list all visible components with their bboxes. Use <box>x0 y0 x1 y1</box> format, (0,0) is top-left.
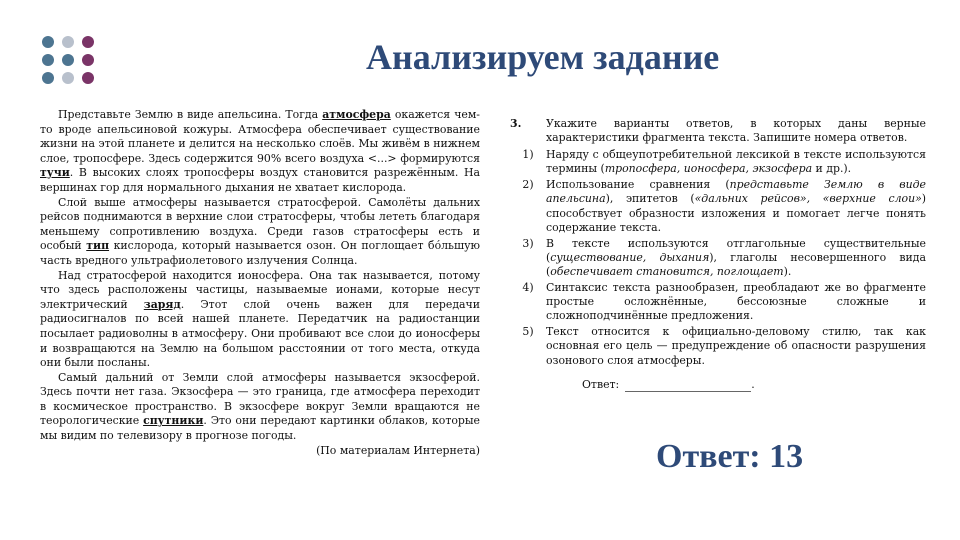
dot-blue-icon <box>42 36 54 48</box>
option-number: 1) <box>522 148 534 162</box>
option-text: Использование сравнения (представьте Землю в виде апельсина), эпитетов («дальних рейсов», «верхние слои») способствует образности изложения и помогает легче понять содержание текста. <box>546 178 927 234</box>
decorative-dots <box>42 36 98 88</box>
answer-line <box>510 378 926 392</box>
task-block <box>510 117 926 392</box>
underlined-word: спутники <box>143 414 204 428</box>
dot-blue-icon <box>42 72 54 84</box>
dot-blue-icon <box>42 54 54 66</box>
page-title: Анализируем задание <box>366 37 720 77</box>
answer-end: . <box>751 377 755 391</box>
task-instruction: Укажите варианты ответов, в которых даны верные характеристики фрагмента текста. Запишите номера ответов. <box>546 117 926 145</box>
paragraph: Слой выше атмосферы называется стратосферой. Самолёты дальних рейсов поднимаются в верхние слои стратосферы, чтобы лететь благодаря меньшему сопротивлению воздуха. Среди газов стратосферы есть и особый тип кислорода, который называется озон. Он поглощает бо́льшую часть вредного ультрафиолетового излучения Солнца. <box>40 195 480 267</box>
dot-grey-icon <box>62 72 74 84</box>
answer-options <box>510 148 926 367</box>
option-number: 3) <box>522 236 534 250</box>
dot-purple-icon <box>82 54 94 66</box>
option-number: 4) <box>522 281 534 295</box>
underlined-word: атмосфера <box>322 108 391 121</box>
answer-option <box>510 325 926 367</box>
answer-option <box>510 237 926 279</box>
paragraph: Самый дальний от Земли слой атмосферы называется экзосферой. Здесь почти нет газа. Экзосфера — это граница, где атмосфера переходит в космическое пространство. В экзосфере вокруг Земли вращаются не теорологические спутники. Это они передают картинки облаков, которые мы видим по телевизору в прогнозе погоды. <box>40 370 480 443</box>
answer-label: Ответ: <box>582 377 620 391</box>
option-text: Текст относится к официально-деловому стилю, так как основная его цель — предупреждение об опасности разрушения озонового слоя атмосферы. <box>546 325 926 367</box>
underlined-word: тип <box>86 239 110 253</box>
dot-purple-icon <box>82 36 94 48</box>
dot-grey-icon <box>62 36 74 48</box>
option-number: 5) <box>522 325 534 339</box>
paragraph: Над стратосферой находится ионосфера. Она так называется, потому что здесь расположены частицы, называемые ионами, которые несут электрический заряд. Этот слой очень важен для передачи радиосигналов по всей нашей планете. Передатчик на радиостанции посылает радиоволны в атмосферу. Они пробивают все слои до ионосферы и возвращаются на Землю на большом расстоянии от того места, откуда они были посланы. <box>40 268 481 370</box>
source-text <box>40 108 480 458</box>
source-note: (По материалам Интернета) <box>316 443 480 457</box>
option-number: 2) <box>522 178 534 192</box>
task-number: 3. <box>510 117 522 130</box>
dot-blue-icon <box>62 54 74 66</box>
answer-blank <box>625 380 751 392</box>
answer-option <box>510 178 926 234</box>
answer-option <box>510 148 926 176</box>
answer-option <box>510 281 926 323</box>
task-header <box>510 117 926 145</box>
underlined-word: заряд <box>143 297 181 311</box>
option-text: Наряду с общеупотребительной лексикой в тексте используются термины (тропосфера, ионосфера, экзосфера и др.). <box>546 148 926 176</box>
underlined-word: тучи <box>40 166 70 180</box>
option-text: Синтаксис текста разнообразен, преобладают же во фрагменте простые осложнённые, бессоюзные сложные и сложноподчинённые предложения. <box>546 281 926 323</box>
option-text: В тексте используются отглагольные существительные (существование, дыхания), глаголы несовершенного вида (обеспечивает становится, поглощает). <box>546 236 926 278</box>
final-answer: Ответ: 13 <box>656 438 804 475</box>
paragraph: Представьте Землю в виде апельсина. Тогда атмосфера окажется чем-то вроде апельсиновой кожуры. Атмосфера обеспечивает существование жизни на этой планете и делится на несколько слоёв. Мы живём в нижнем слое, тропосфере. Здесь содержится 90% всего воздуха <...> формируются тучи. В высоких слоях тропосферы воздух становится разрежённым. На вершинах гор для нормального дыхания не хватает кислорода. <box>40 108 480 194</box>
dot-purple-icon <box>82 72 94 84</box>
